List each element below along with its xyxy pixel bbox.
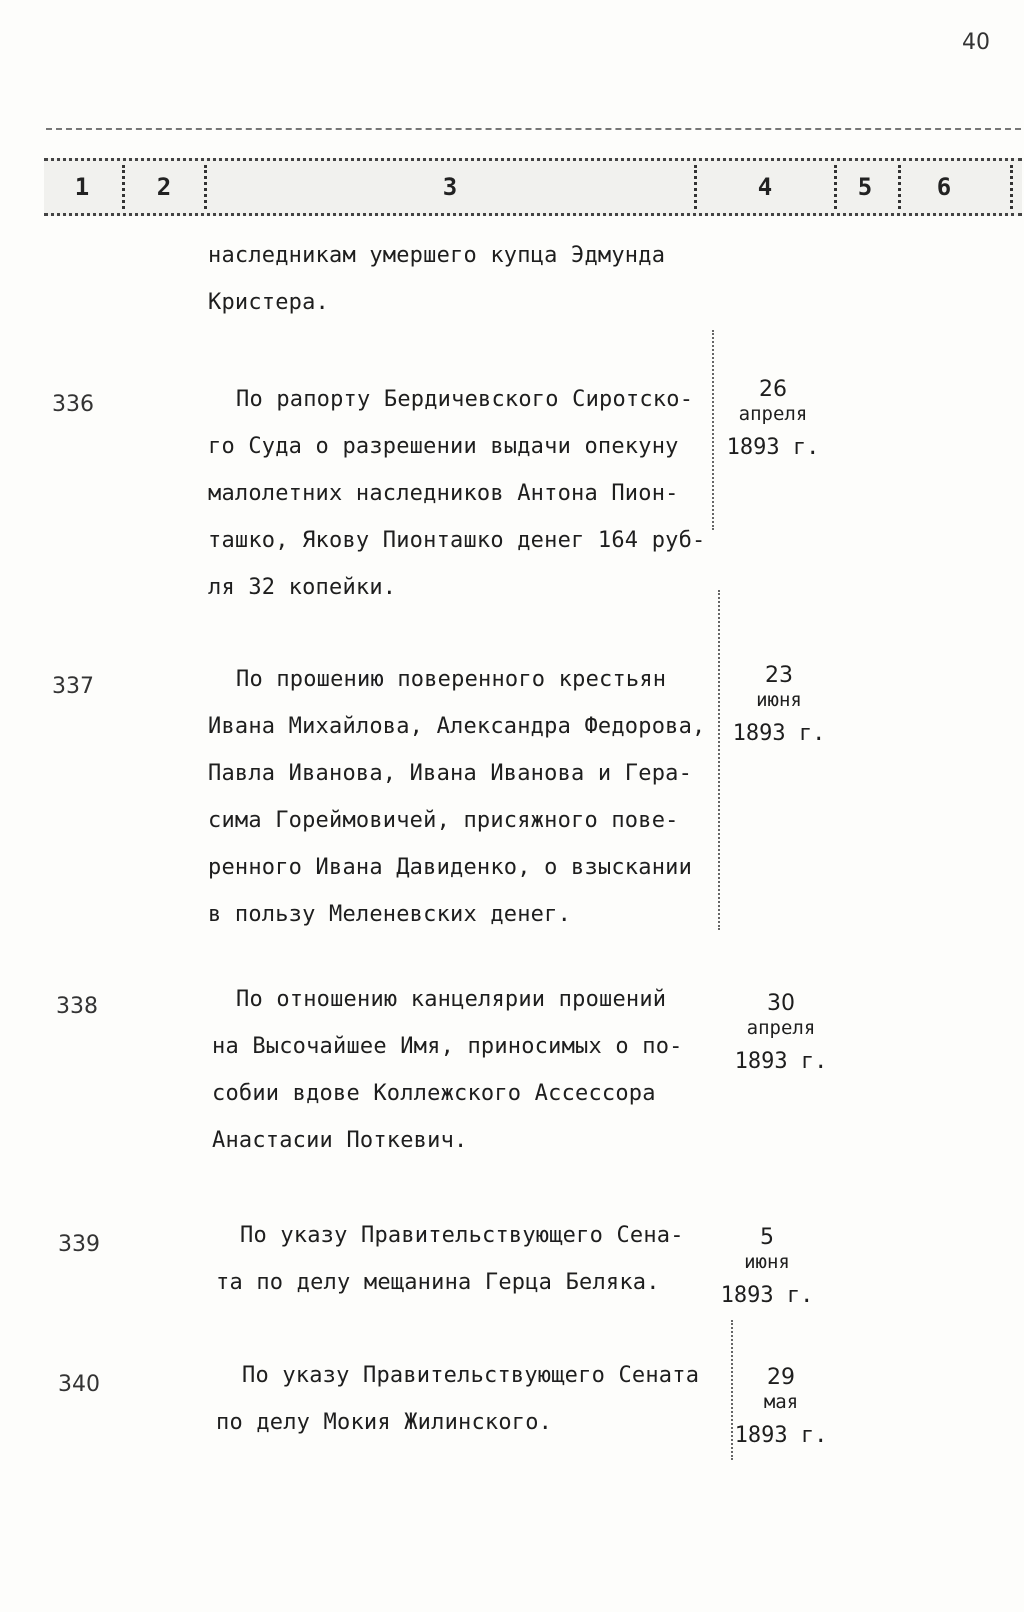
- column-guide-line: [712, 330, 714, 530]
- header-separator: [1010, 165, 1013, 209]
- date-day: 26: [759, 377, 787, 402]
- page-number: 40: [962, 30, 990, 55]
- text-line: Ивана Михайлова, Александра Федорова,: [208, 714, 706, 739]
- date-month: июня: [744, 1251, 790, 1273]
- header-separator: [834, 165, 837, 209]
- entry-text: [212, 976, 683, 1164]
- text-line: По прошению поверенного крестьян: [236, 667, 667, 692]
- entry-number: 337: [52, 674, 94, 699]
- date-year: 1893 г.: [720, 1283, 814, 1308]
- text-line: наследникам умершего купца Эдмунда: [208, 243, 666, 268]
- text-line: Павла Иванова, Ивана Иванова и Гера-: [208, 761, 693, 786]
- text-line: в пользу Меленевских денег.: [208, 902, 572, 927]
- text-line: ля 32 копейки.: [208, 575, 397, 600]
- entry-date: [712, 1226, 822, 1308]
- entry-text: [216, 1212, 684, 1306]
- continuation-text: [208, 232, 665, 326]
- text-line: ренного Ивана Давиденко, о взыскании: [208, 855, 693, 880]
- header-col-5: 5: [857, 173, 873, 201]
- date-year: 1893 г.: [732, 721, 826, 746]
- entry-number: 336: [52, 392, 94, 417]
- text-line: По указу Правительствующего Сена-: [240, 1223, 684, 1248]
- text-line: на Высочайшее Имя, приносимых о по-: [212, 1034, 683, 1059]
- date-month: июня: [756, 689, 802, 711]
- entry-date: [718, 378, 828, 460]
- header-separator: [898, 165, 901, 209]
- date-year: 1893 г.: [726, 435, 820, 460]
- entry-text: [216, 1352, 699, 1446]
- entry-date: [726, 1366, 836, 1448]
- text-line: по делу Мокия Жилинского.: [216, 1410, 553, 1435]
- entry-date: [726, 992, 836, 1074]
- entry-number: 340: [58, 1372, 100, 1397]
- header-col-6: 6: [936, 173, 952, 201]
- entry-number: 339: [58, 1232, 100, 1257]
- header-separator: [122, 165, 125, 209]
- text-line: малолетних наследников Антона Пион-: [208, 481, 679, 506]
- header-col-2: 2: [156, 173, 172, 201]
- text-line: Кристера.: [208, 290, 330, 315]
- entry-date: [724, 664, 834, 746]
- entry-number: 338: [56, 994, 98, 1019]
- date-month: мая: [763, 1391, 799, 1413]
- date-month: апреля: [746, 1017, 816, 1039]
- dashed-rule: [46, 128, 1021, 130]
- column-guide-line: [718, 590, 720, 930]
- text-line: По рапорту Бердичевского Сиротско-: [236, 387, 694, 412]
- header-col-1: 1: [74, 173, 90, 201]
- text-line: ташко, Якову Пионташко денег 164 руб-: [208, 528, 706, 553]
- date-day: 5: [760, 1225, 774, 1250]
- text-line: Анастасии Поткевич.: [212, 1128, 468, 1153]
- text-line: та по делу мещанина Герца Беляка.: [216, 1270, 660, 1295]
- header-col-3: 3: [442, 173, 458, 201]
- text-line: По указу Правительствующего Сената: [242, 1363, 700, 1388]
- header-separator: [204, 165, 207, 209]
- header-col-4: 4: [757, 173, 773, 201]
- date-year: 1893 г.: [734, 1049, 828, 1074]
- date-day: 29: [767, 1365, 795, 1390]
- date-day: 30: [767, 991, 795, 1016]
- text-line: сима Гореймовичей, присяжного пове-: [208, 808, 679, 833]
- date-year: 1893 г.: [734, 1423, 828, 1448]
- column-header-band: [44, 158, 1022, 216]
- text-line: По отношению канцелярии прошений: [236, 987, 667, 1012]
- text-line: собии вдове Коллежского Ассессора: [212, 1081, 656, 1106]
- date-day: 23: [765, 663, 793, 688]
- text-line: го Суда о разрешении выдачи опекуну: [208, 434, 679, 459]
- entry-text: [208, 376, 705, 611]
- entry-text: [208, 656, 705, 938]
- date-month: апреля: [738, 403, 808, 425]
- header-separator: [694, 165, 697, 209]
